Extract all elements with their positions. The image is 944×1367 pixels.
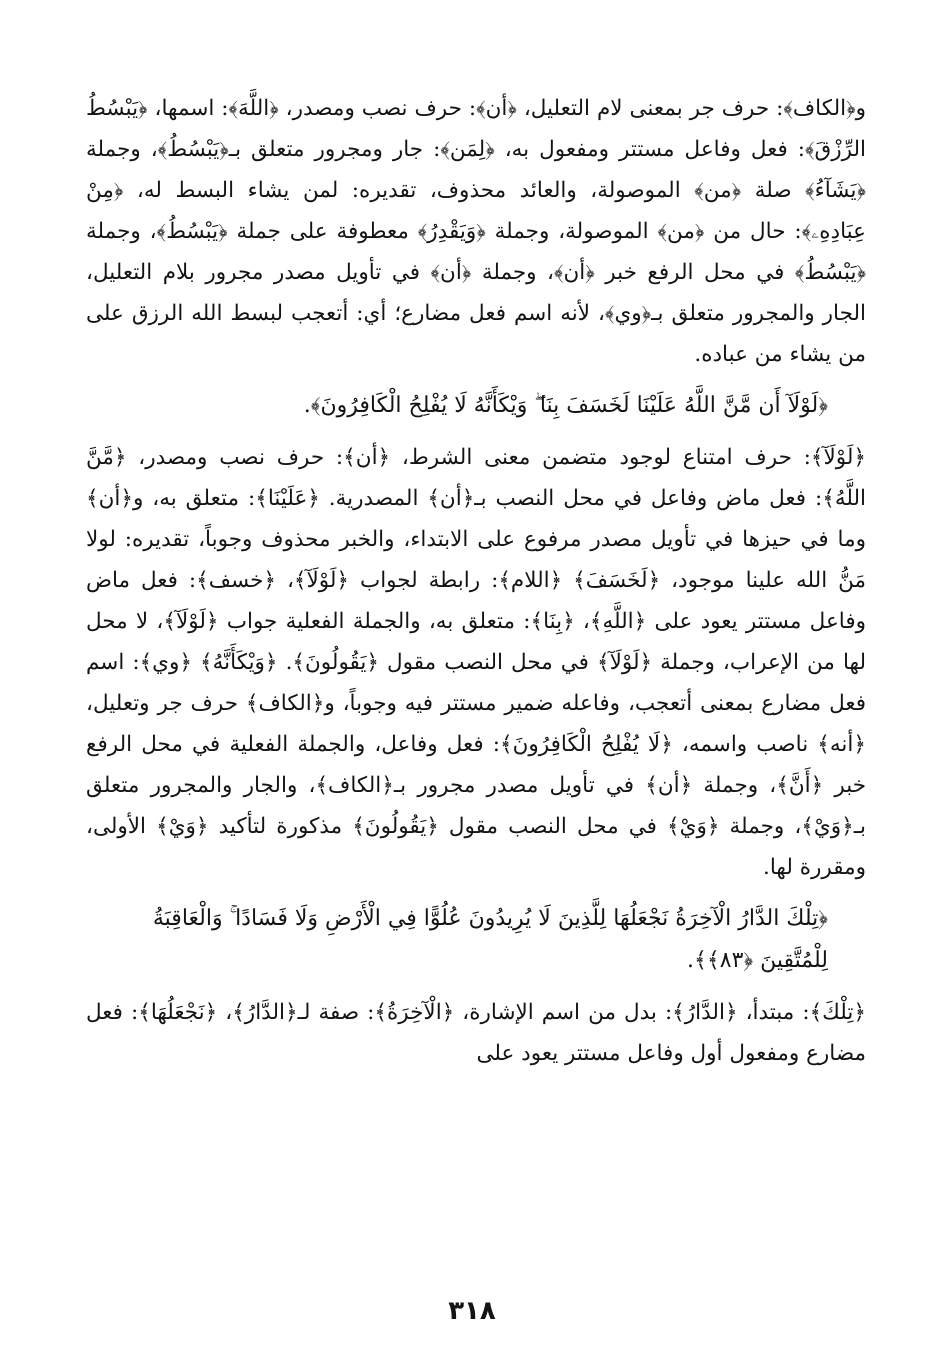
quran-verse-2: ﴿تِلْكَ الدَّارُ الْآخِرَةُ نَجْعَلُهَا لِلَّذِينَ لَا يُرِيدُونَ عُلُوًّا فِي الْأَرْضِ وَلَا فَسَادًا ۚ وَالْعَاقِبَةُ لِلْمُتَّقِينَ ﴿٨٣﴾﴾. xyxy=(152,906,828,973)
commentary-paragraph-1: و﴿الكاف﴾: حرف جر بمعنى لام التعليل، ﴿أن﴾: حرف نصب ومصدر، ﴿اللَّهَ﴾: اسمها، ﴿يَبْسُطُ الرِّزْقَ﴾: فعل وفاعل مستتر ومفعول به، ﴿لِمَن﴾: جار ومجرور متعلق بـ﴿يَبْسُطُ﴾، وجملة ﴿يَشَآءُ﴾ صلة ﴿من﴾ الموصولة، والعائد محذوف، تقديره: لمن يشاء البسط له، ﴿مِنْ عِبَادِهِۦ﴾: حال من ﴿من﴾ الموصولة، وجملة ﴿وَيَقْدِرُ﴾ معطوفة على جملة ﴿يَبْسُطُ﴾، وجملة ﴿يَبْسُطُ﴾ في محل الرفع خبر ﴿أن﴾، وجملة ﴿أن﴾ في تأويل مصدر مجرور بلام التعليل، الجار والمجرور متعلق بـ﴿وي﴾، لأنه اسم فعل مضارع؛ أي: أتعجب لبسط الله الرزق على من يشاء من عباده. xyxy=(86,96,866,367)
page-body xyxy=(86,88,866,1074)
commentary-paragraph-3: ﴿تِلْكَ﴾: مبتدأ، ﴿الدَّارُ﴾: بدل من اسم الإشارة، ﴿الْآخِرَةُ﴾: صفة لـ﴿الدَّارُ﴾، ﴿نَجْعَلُهَا﴾: فعل مضارع ومفعول أول وفاعل مستتر يعود على xyxy=(86,1000,866,1066)
quran-verse-1: ﴿لَوْلَآ أَن مَّنَّ اللَّهُ عَلَيْنَا لَخَسَفَ بِنَا ۖ وَيْكَأَنَّهُ لَا يُفْلِحُ الْكَافِرُونَ﴾. xyxy=(303,393,828,418)
commentary-paragraph-2: ﴿لَوْلَآ﴾: حرف امتناع لوجود متضمن معنى الشرط، ﴿أن﴾: حرف نصب ومصدر، ﴿مَّنَّ اللَّهُ﴾: فعل ماض وفاعل في محل النصب بـ﴿أن﴾ المصدرية. ﴿عَلَيْنَا﴾: متعلق به، و﴿أن﴾ وما في حيزها في تأويل مصدر مرفوع على الابتداء، والخبر محذوف وجوباً، تقديره: لولا مَنُّ الله علينا موجود، ﴿لَخَسَفَ﴾ ﴿اللام﴾: رابطة لجواب ﴿لَوْلَآ﴾، ﴿خسف﴾: فعل ماض وفاعل مستتر يعود على ﴿اللَّهِ﴾، ﴿بِنَا﴾: متعلق به، والجملة الفعلية جواب ﴿لَوْلَآ﴾، لا محل لها من الإعراب، وجملة ﴿لَوْلَآ﴾ في محل النصب مقول ﴿يَقُولُونَ﴾. ﴿وَيْكَأَنَّهُ﴾ ﴿وي﴾: اسم فعل مضارع بمعنى أتعجب، وفاعله ضمير مستتر فيه وجوباً، و﴿الكاف﴾ حرف جر وتعليل، ﴿أنه﴾ ناصب واسمه، ﴿لَا يُفْلِحُ الْكَافِرُونَ﴾: فعل وفاعل، والجملة الفعلية في محل الرفع خبر ﴿أَنَّ﴾، وجملة ﴿أن﴾ في تأويل مصدر مجرور بـ﴿الكاف﴾، والجار والمجرور متعلق بـ﴿وَيْ﴾، وجملة ﴿وَيْ﴾ في محل النصب مقول ﴿يَقُولُونَ﴾ مذكورة لتأكيد ﴿وَيْ﴾ الأولى، ومقررة لها. xyxy=(86,445,866,880)
page-number: ٣١٨ xyxy=(448,1296,496,1326)
